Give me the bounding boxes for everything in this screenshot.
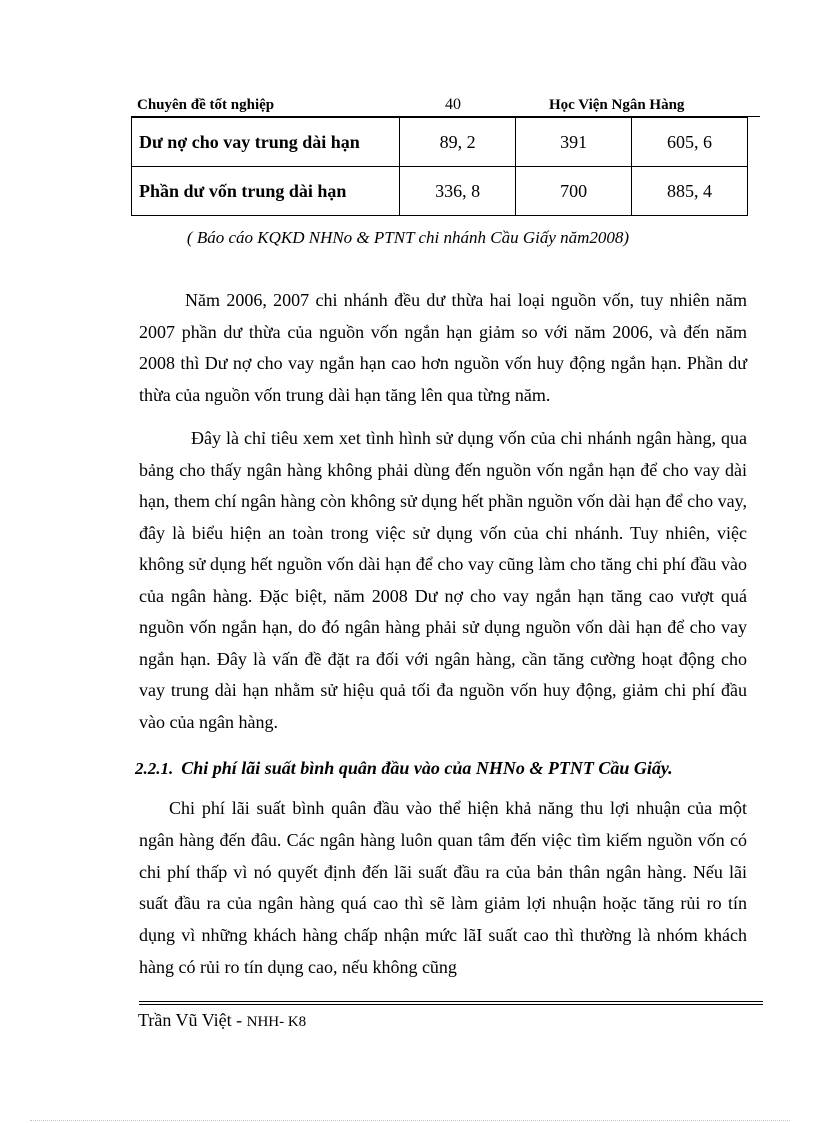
data-table	[131, 117, 748, 216]
table-row	[132, 167, 748, 216]
header-right: Học Viện Ngân Hàng	[549, 97, 685, 113]
table-row	[132, 118, 748, 167]
footer-rule	[139, 1001, 763, 1002]
page-edge-dots	[30, 1120, 790, 1121]
footer-class: NHH- K8	[246, 1014, 307, 1030]
row-label: Phần dư vốn trung dài hạn	[132, 167, 400, 216]
section-number: 2.2.1.	[135, 759, 174, 778]
paragraph-text: Đây là chỉ tiêu xem xet tình hình sử dụng vốn của chi nhánh ngân hàng, qua bảng cho thấy ngân hàng không phải dùng đến nguồn vốn ngắn hạn để cho vay dài hạn, them chí ngân hàng còn không sử dụng hết phần nguồn vốn dài hạn để cho vay, đây là biểu hiện an toàn trong việc sử dụng vốn của chi nhánh. Tuy nhiên, việc không sử dụng hết nguồn vốn dài hạn để cho vay cũng làm cho tăng chi phí đầu vào của ngân hàng. Đặc biệt, năm 2008 Dư nợ cho vay ngắn hạn tăng cao vượt quá nguồn vốn ngắn hạn, do đó ngân hàng phải sử dụng nguồn vốn dài hạn để cho vay ngắn hạn. Đây là vấn đề đặt ra đối với ngân hàng, cần tăng cường hoạt động cho vay trung dài hạn nhằm sử hiệu quả tối đa nguồn vốn huy động, giảm chi phí đầu vào của ngân hàng.	[139, 428, 747, 732]
table-cell: 391	[516, 118, 632, 167]
footer-author: Trần Vũ Việt -	[138, 1010, 247, 1030]
paragraph-text: Chi phí lãi suất bình quân đầu vào thể hiện khả năng thu lợi nhuận của một ngân hàng đến đâu. Các ngân hàng luôn quan tâm đến việc tìm kiếm nguồn vốn có chi phí thấp vì nó quyết định đến lãi suất đầu ra của bản thân ngân hàng. Nếu lãi suất đầu ra của ngân hàng quá cao thì sẽ làm giảm lợi nhuận hoặc tăng rủi ro tín dụng vì những khách hàng chấp nhận mức lãI suất cao thì thường là nhóm khách hàng có rủi ro tín dụng cao, nếu không cũng	[139, 798, 747, 977]
paragraph-text: Năm 2006, 2007 chi nhánh đều dư thừa hai loại nguồn vốn, tuy nhiên năm 2007 phần dư thừa của nguồn vốn ngắn hạn giảm so với năm 2006, và đến năm 2008 thì Dư nợ cho vay ngắn hạn cao hơn nguồn vốn huy động ngắn hạn. Phần dư thừa của nguồn vốn trung dài hạn tăng lên qua từng năm.	[139, 290, 747, 405]
table-cell: 605, 6	[631, 118, 747, 167]
footer-rule-double	[139, 1004, 763, 1005]
footer	[138, 1010, 306, 1031]
table-cell: 89, 2	[400, 118, 516, 167]
table-source: ( Báo cáo KQKD NHNo & PTNT chi nhánh Cầu Giấy năm2008)	[186, 228, 630, 247]
page-number: 40	[445, 96, 461, 113]
table-cell: 700	[516, 167, 632, 216]
table-cell: 336, 8	[400, 167, 516, 216]
header-left: Chuyên đề tốt nghiệp	[137, 97, 275, 113]
paragraph-1	[139, 285, 747, 411]
table-cell: 885, 4	[631, 167, 747, 216]
section-heading	[135, 758, 673, 779]
paragraph-2	[139, 423, 747, 738]
paragraph-3	[139, 793, 747, 984]
row-label: Dư nợ cho vay trung dài hạn	[132, 118, 400, 167]
section-title: Chi phí lãi suất bình quân đầu vào của NHNo & PTNT Cầu Giấy.	[181, 758, 673, 778]
